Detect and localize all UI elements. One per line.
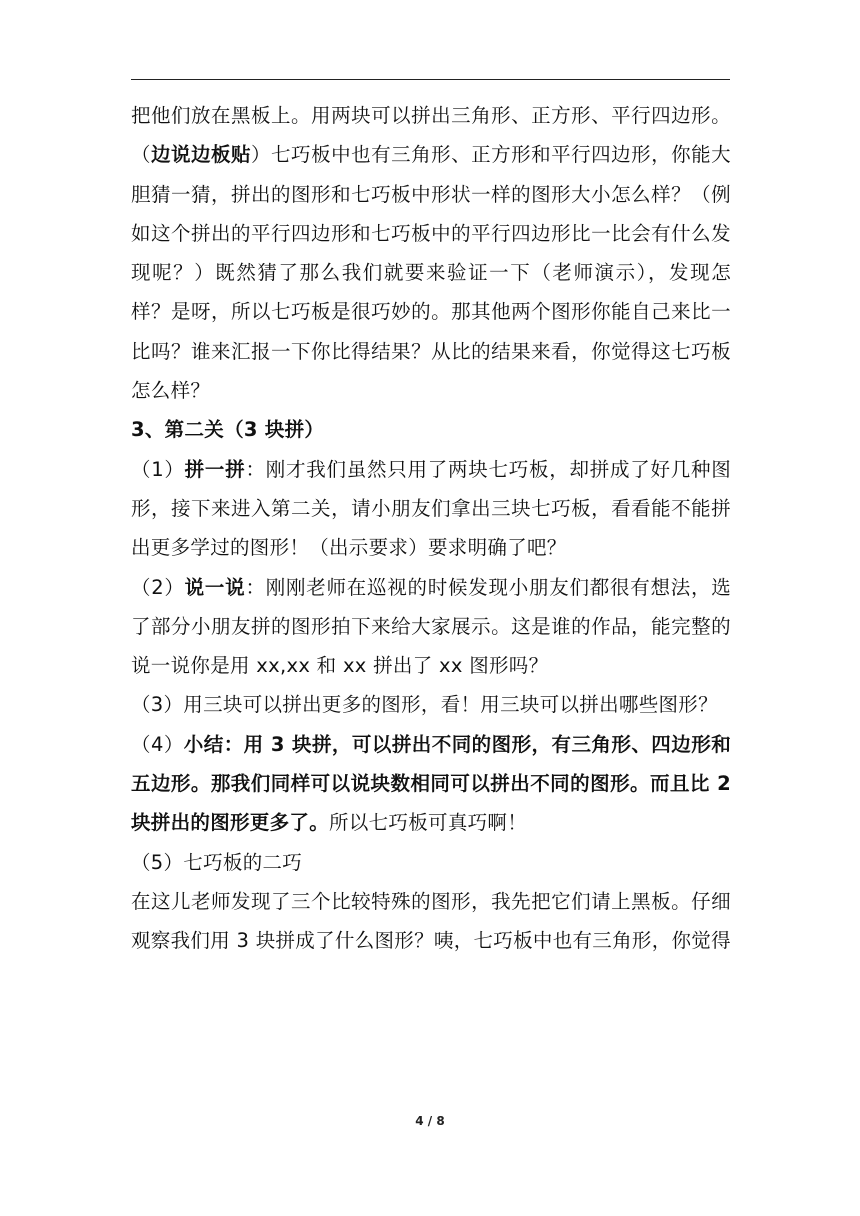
paragraph-1 [131,96,731,410]
document-body [131,96,731,961]
paragraph-5 [131,685,731,724]
bold-text-segment: 边说边板贴 [151,143,252,167]
text-segment: 所以七巧板可真巧啊！ [329,811,528,835]
text-segment: 在这儿老师发现了三个比较特殊的图形，我先把它们请上黑板。仔细观察我们用 3 块拼成了什么图形？咦，七巧板中也有三角形，你觉得 [131,889,731,953]
text-segment: （5）七巧板的二巧 [131,850,303,874]
text-segment: （3）用三块可以拼出更多的图形，看！用三块可以拼出哪些图形？ [131,693,718,717]
bold-text-segment: 拼一拼 [184,457,246,481]
header-rule [131,79,730,80]
paragraph-6 [131,725,731,843]
section-heading [131,410,731,449]
text-segment: （2） [131,575,185,599]
bold-text-segment: 说一说 [184,575,246,599]
bold-text-segment: 小结：用 3 块拼，可以拼出不同的图形，有三角形、四边形和五边形。那我们同样可以说块数相同可以拼出不同的图形。而且比 2 块拼出的图形更多了。 [131,732,731,835]
paragraph-8 [131,882,731,961]
page-number: 4 / 8 [415,1114,445,1128]
text-segment: ：刚才我们虽然只用了两块七巧板，却拼成了好几种图形，接下来进入第二关，请小朋友们拿出三块七巧板，看看能不能拼出更多学过的图形！（出示要求）要求明确了吧？ [131,457,732,560]
paragraph-4 [131,568,731,686]
paragraph-3 [131,450,731,568]
text-segment: ）七巧板中也有三角形、正方形和平行四边形，你能大胆猜一猜，拼出的图形和七巧板中形状一样的图形大小怎么样？（例如这个拼出的平行四边形和七巧板中的平行四边形比一比会有什么发现呢？）既然猜了那么我们就要来验证一下（老师演示），发现怎样？是呀，所以七巧板是很巧妙的。那其他两个图形你能自己来比一比吗？谁来汇报一下你比得结果？从比的结果来看，你觉得这七巧板怎么样？ [131,143,731,403]
text-segment: 把他们放在黑板上。用两块可以拼出三角形、正方形、平行四边形。（ [131,104,731,167]
paragraph-7 [131,843,731,882]
text-segment: （4） [131,732,184,756]
text-segment: ：刚刚老师在巡视的时候发现小朋友们都很有想法，选了部分小朋友拼的图形拍下来给大家展示。这是谁的作品，能完整的说一说你是用 xx,xx 和 xx 拼出了 xx 图形吗？ [131,575,732,678]
text-segment: （1） [131,457,185,481]
bold-text-segment: 3、第二关（3 块拼） [131,418,325,442]
